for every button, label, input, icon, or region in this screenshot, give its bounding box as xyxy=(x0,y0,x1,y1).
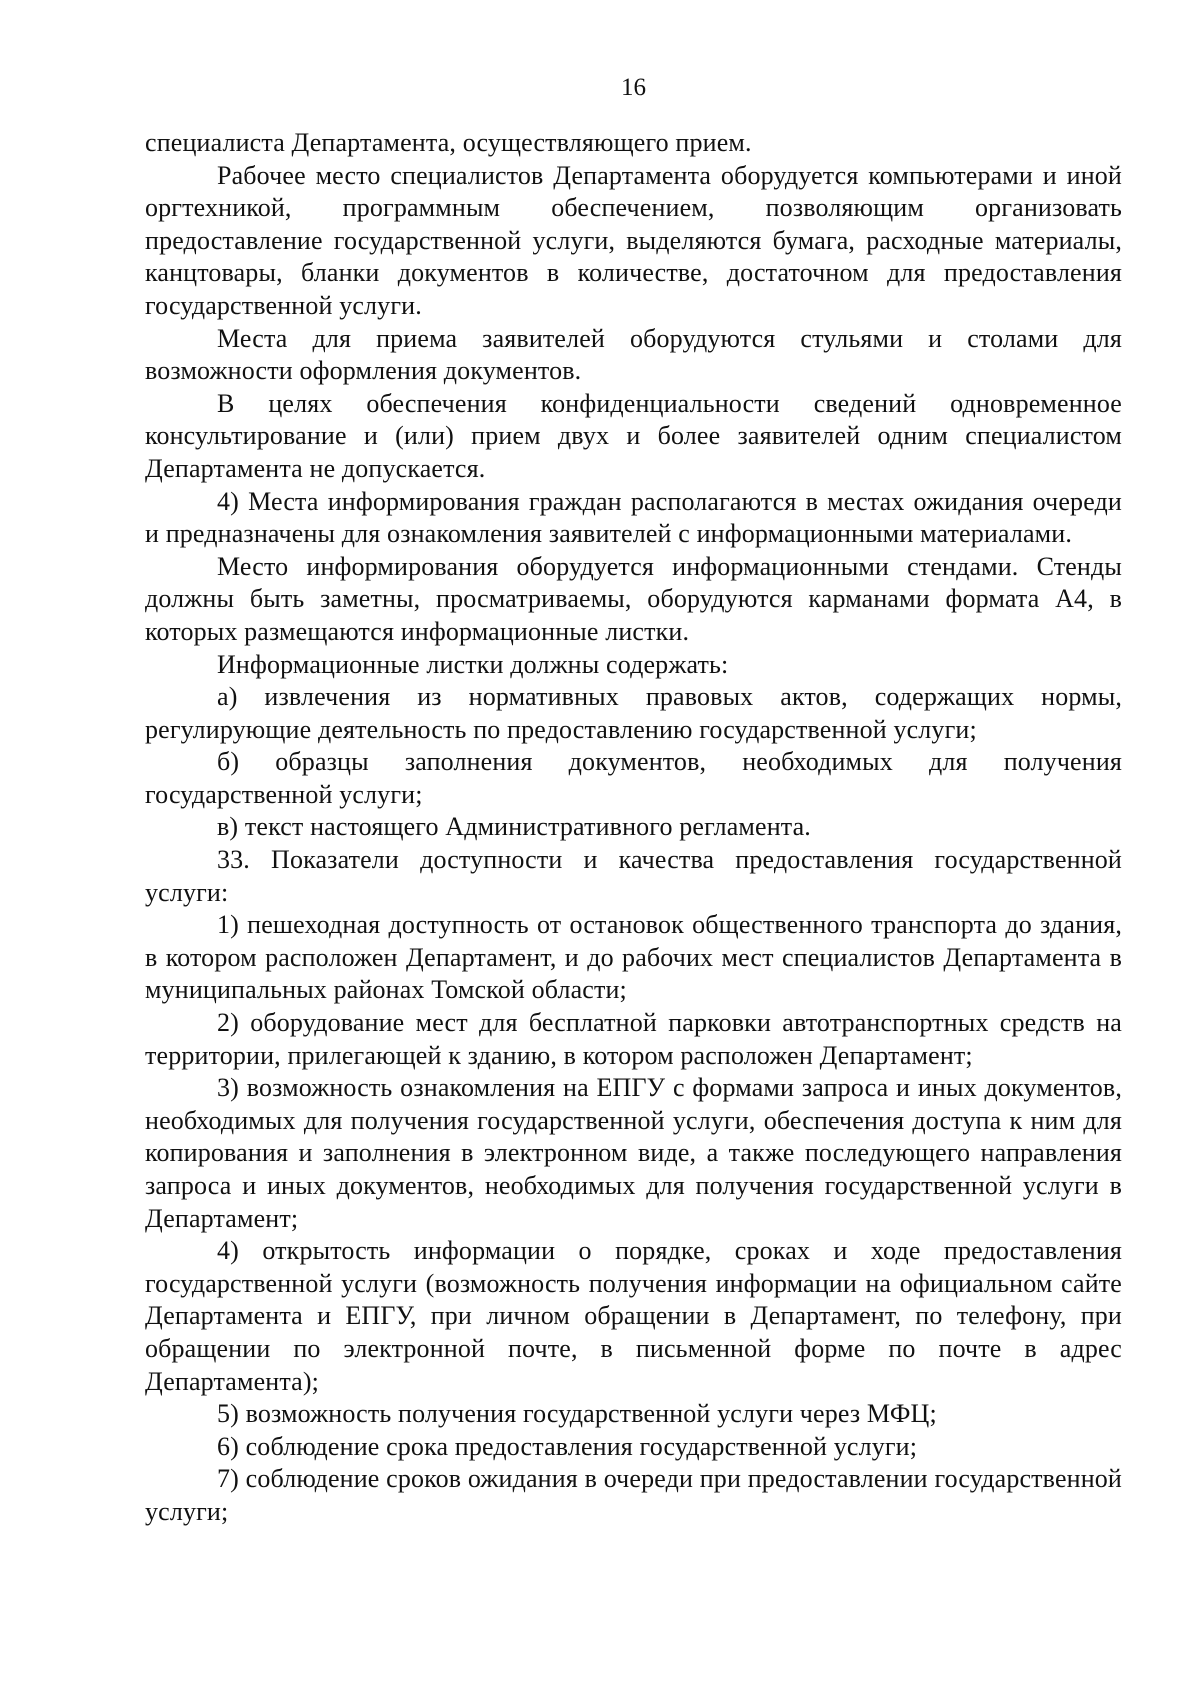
paragraph-info-sheets: Информационные листки должны содержать: xyxy=(217,649,729,679)
section-33-heading: 33. Показатели доступности и качества предоставления государственной услуги: xyxy=(145,845,1122,907)
page-number: 16 xyxy=(621,74,646,101)
list-item-v: в) текст настоящего Административного регламента. xyxy=(217,812,811,842)
indicator-3: 3) возможность ознакомления на ЕПГУ с формами запроса и иных документов, необходимых для получения государственной услуги, обеспечения доступа к ним для копирования и заполнения в электронном виде, а также последующего направления запроса и иных документов, необходимых для получения государственной услуги в Департамент; xyxy=(145,1073,1122,1233)
indicator-4: 4) открытость информации о порядке, сроках и ходе предоставления государственной услуги (возможность получения информации на официальном сайте Департамента и ЕПГУ, при личном обращении в Департамент, по телефону, при обращении по электронной почте, в письменной форме по почте в адрес Департамента); xyxy=(145,1236,1122,1396)
paragraph-info-stands: Место информирования оборудуется информационными стендами. Стенды должны быть заметны, просматриваемы, оборудуются карманами формата А4, в которых размещаются информационные листки. xyxy=(145,551,1122,646)
list-item-b: б) образцы заполнения документов, необходимых для получения государственной услуги; xyxy=(145,747,1122,809)
indicator-6: 6) соблюдение срока предоставления государственной услуги; xyxy=(217,1431,918,1461)
paragraph-continuation: специалиста Департамента, осуществляющего прием. xyxy=(145,128,752,157)
paragraph-reception-places: Места для приема заявителей оборудуются стульями и столами для возможности оформления документов. xyxy=(145,323,1122,386)
list-item-a: а) извлечения из нормативных правовых актов, содержащих нормы, регулирующие деятельность по предоставлению государственной услуги; xyxy=(145,682,1122,744)
document-page xyxy=(145,0,1122,1698)
paragraph-info-places: 4) Места информирования граждан располагаются в местах ожидания очереди и предназначены для ознакомления заявителей с информационными материалами. xyxy=(145,486,1122,549)
indicator-1: 1) пешеходная доступность от остановок общественного транспорта до здания, в котором расположен Департамент, и до рабочих мест специалистов Департамента в муниципальных районах Томской области; xyxy=(145,910,1122,1005)
paragraph-confidentiality: В целях обеспечения конфиденциальности сведений одновременное консультирование и (или) прием двух и более заявителей одним специалистом Департамента не допускается. xyxy=(145,388,1122,483)
document-body xyxy=(145,127,1122,1529)
paragraph-workplace: Рабочее место специалистов Департамента оборудуется компьютерами и иной оргтехникой, программным обеспечением, позволяющим организовать предоставление государственной услуги, выделяются бумага, расходные материалы, канцтовары, бланки документов в количестве, достаточном для предоставления государственной услуги. xyxy=(145,160,1122,320)
indicator-7: 7) соблюдение сроков ожидания в очереди при предоставлении государственной услуги; xyxy=(145,1464,1122,1526)
indicator-5: 5) возможность получения государственной услуги через МФЦ; xyxy=(217,1399,937,1429)
indicator-2: 2) оборудование мест для бесплатной парковки автотранспортных средств на территории, прилегающей к зданию, в котором расположен Департамент; xyxy=(145,1008,1122,1070)
